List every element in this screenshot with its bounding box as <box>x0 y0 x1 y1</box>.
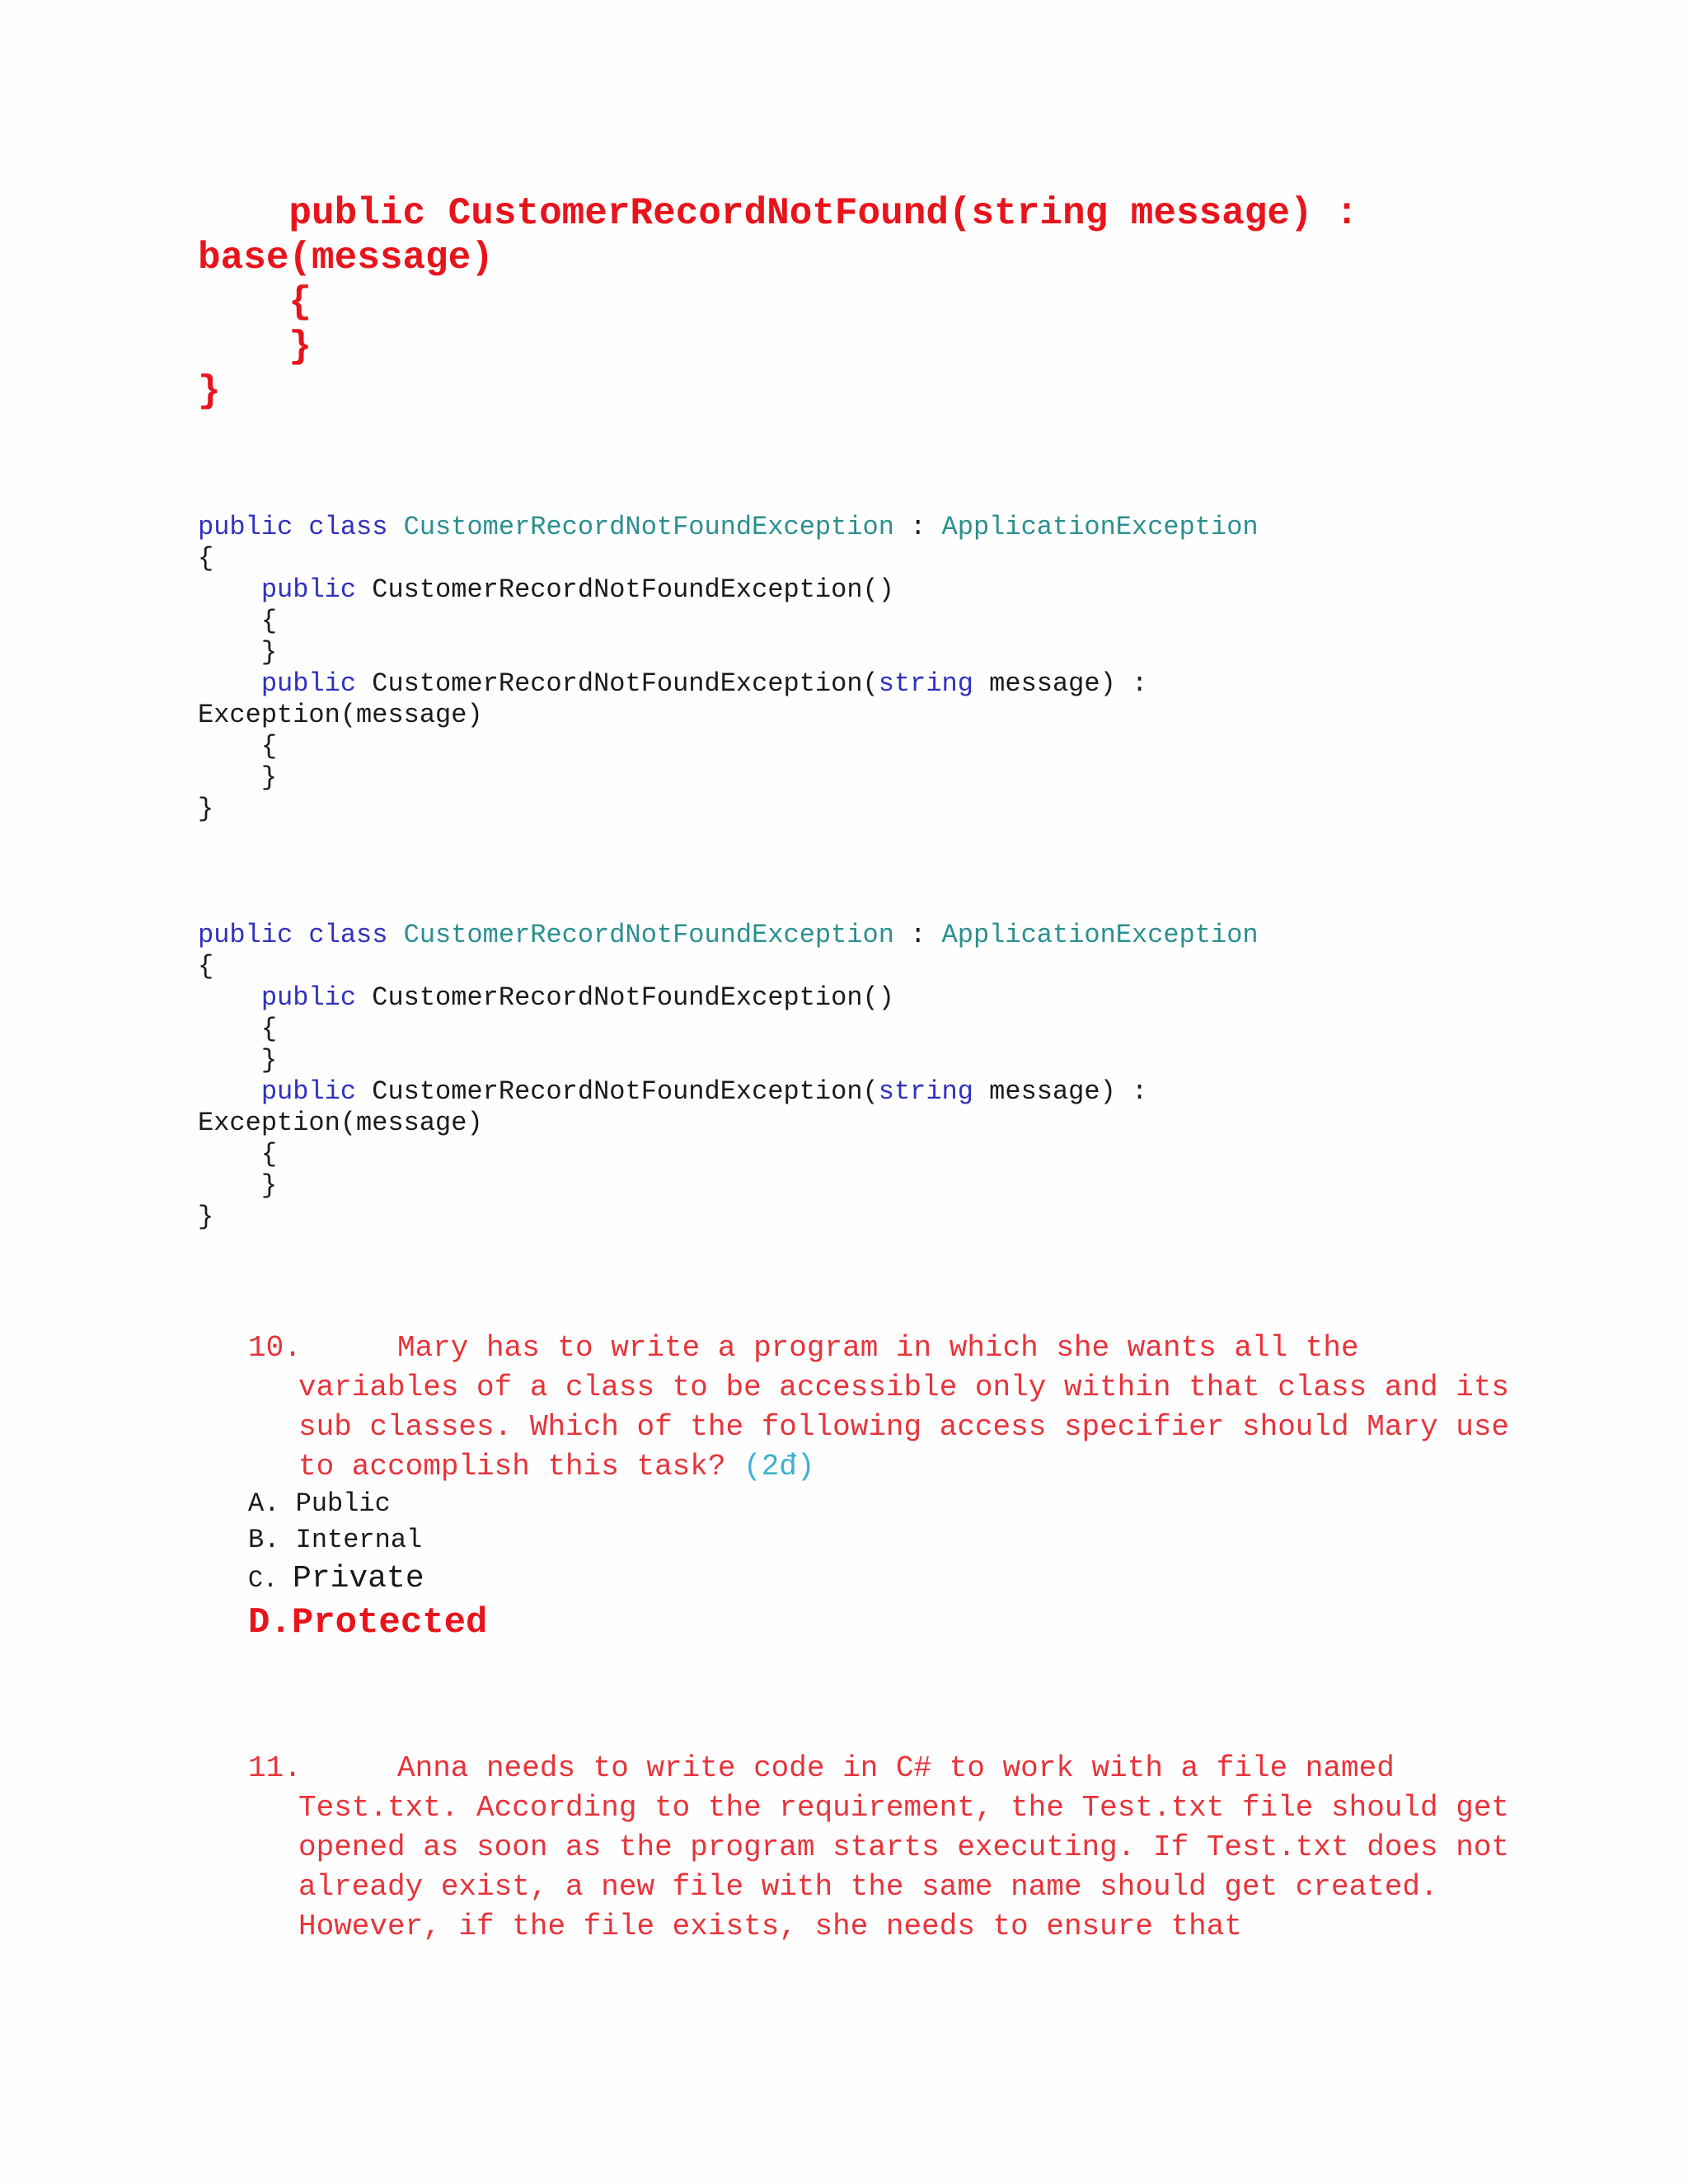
indent <box>198 982 261 1013</box>
code-line <box>198 920 1517 951</box>
question-11 <box>248 1749 1534 1947</box>
code-line: { <box>198 543 214 574</box>
keyword: string <box>878 1076 973 1107</box>
code-line: } <box>198 326 312 368</box>
code-block-2 <box>198 920 1517 1233</box>
keyword: public <box>260 668 357 699</box>
option-text: Private <box>293 1561 424 1596</box>
option-letter: D. <box>248 1602 292 1643</box>
option-letter: C. <box>248 1567 293 1595</box>
separator: : <box>893 512 942 542</box>
keyword: public <box>260 574 357 605</box>
indent <box>198 574 261 605</box>
option-c[interactable] <box>248 1561 424 1596</box>
keyword: public <box>260 982 357 1013</box>
option-text: Internal <box>295 1525 423 1555</box>
question-text: Mary has to write a program in which she wants all the variables of a class to be accessible only within that class and its sub classes. Which of the following access specifier should Mary use to accomplish this task? <box>298 1331 1510 1483</box>
code-line <box>198 1076 1517 1108</box>
code-line: } <box>198 762 278 793</box>
option-letter: B. <box>248 1525 296 1555</box>
code-line: base(message) <box>198 237 494 279</box>
code-line: } <box>198 637 278 668</box>
keyword: string <box>878 668 973 699</box>
code-block-1 <box>198 512 1517 825</box>
question-10 <box>248 1329 1534 1487</box>
option-text: Public <box>295 1488 391 1519</box>
indent <box>198 668 261 699</box>
code-line: } <box>198 1170 278 1201</box>
option-text: Protected <box>291 1602 488 1643</box>
code-line: } <box>198 370 221 413</box>
code-line: public CustomerRecordNotFound(string message) : <box>198 192 1358 235</box>
code-line: { <box>198 1014 278 1044</box>
type-name: CustomerRecordNotFoundException <box>403 512 894 542</box>
red-code-snippet <box>198 191 1517 414</box>
base-type: ApplicationException <box>941 512 1259 542</box>
code-line <box>198 982 1517 1014</box>
keyword: public <box>260 1076 357 1107</box>
points-label: (2đ) <box>743 1450 815 1483</box>
code-text: CustomerRecordNotFoundException() <box>356 982 894 1013</box>
option-d-correct[interactable] <box>248 1602 487 1643</box>
code-line: Exception(message) <box>198 1108 483 1138</box>
code-line: { <box>198 731 278 762</box>
code-line <box>198 512 1517 543</box>
option-b[interactable] <box>248 1525 422 1555</box>
code-line: { <box>198 606 278 636</box>
code-text: message) : <box>973 668 1148 699</box>
code-text: CustomerRecordNotFoundException() <box>356 574 894 605</box>
indent <box>198 1076 261 1107</box>
question-number: 11. <box>248 1751 302 1785</box>
code-line: } <box>198 1202 214 1232</box>
question-text-wrap <box>248 1329 1534 1487</box>
code-text: CustomerRecordNotFoundException( <box>356 668 879 699</box>
separator: : <box>893 920 942 950</box>
code-line: { <box>198 1139 278 1169</box>
code-line: } <box>198 794 214 824</box>
base-type: ApplicationException <box>941 920 1259 950</box>
code-text: CustomerRecordNotFoundException( <box>356 1076 879 1107</box>
code-line: } <box>198 1045 278 1076</box>
option-letter: A. <box>248 1488 296 1519</box>
keyword: public class <box>198 512 404 542</box>
code-line: { <box>198 951 214 982</box>
question-number: 10. <box>248 1331 302 1365</box>
option-a[interactable] <box>248 1488 391 1519</box>
code-line <box>198 668 1517 700</box>
question-text: Anna needs to write code in C# to work with a file named Test.txt. According to the requirement, the Test.txt file should get opened as soon as the program starts executing. If Test.txt does not already exist, a new file with the same name should get created. However, if the file exists, she needs to ensure that <box>298 1751 1510 1943</box>
keyword: public class <box>198 920 404 950</box>
type-name: CustomerRecordNotFoundException <box>403 920 894 950</box>
code-text: message) : <box>973 1076 1148 1107</box>
code-line: { <box>198 281 312 324</box>
code-line <box>198 574 1517 606</box>
code-line: Exception(message) <box>198 700 483 730</box>
